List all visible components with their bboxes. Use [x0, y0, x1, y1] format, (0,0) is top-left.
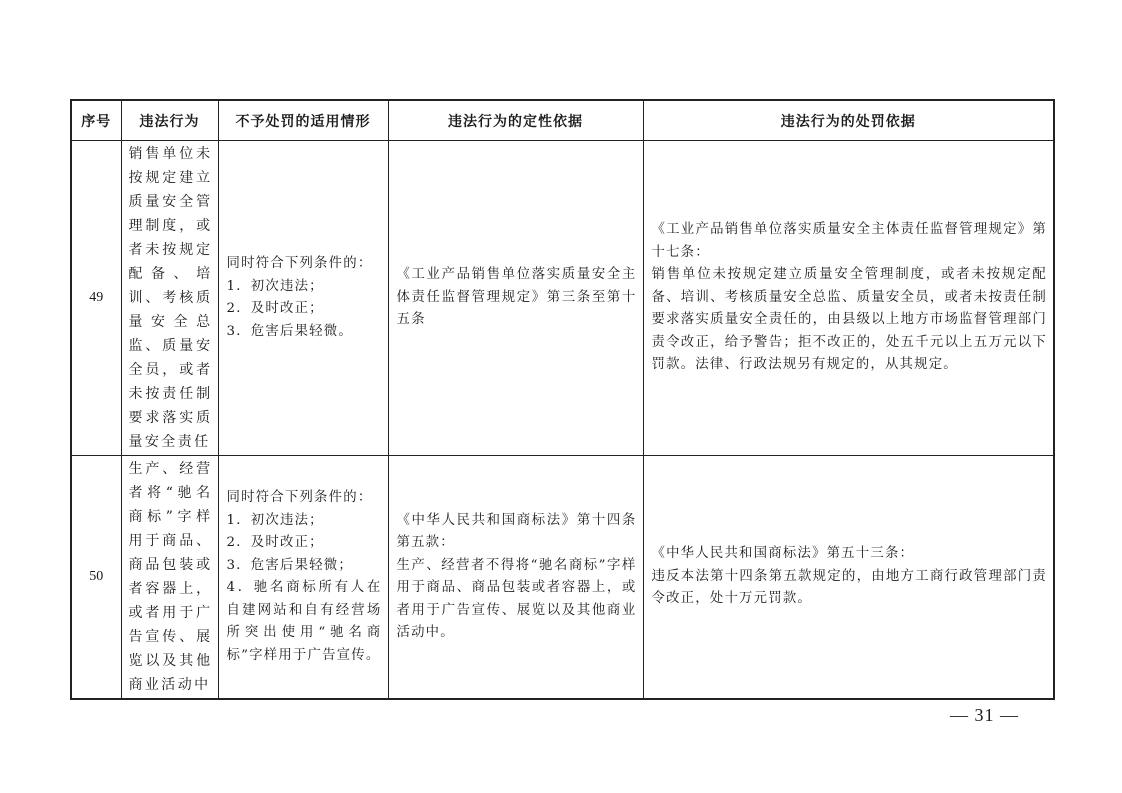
exemption-line: 3．危害后果轻微；	[226, 557, 353, 573]
qualification-basis-cell	[388, 141, 643, 456]
qualification-basis-title: 《中华人民共和国商标法》第十四条第五款：	[396, 512, 637, 550]
exemption-cell	[218, 456, 388, 700]
violation-text: 销售单位未按规定建立质量安全管理制度，或者未按规定配备、培训、考核质量安全总监、质量安全员，或者未按责任制要求落实质量安全责任	[128, 146, 213, 450]
header-exemption: 不予处罚的适用情形	[218, 100, 388, 141]
header-qualification-basis: 违法行为的定性依据	[388, 100, 643, 141]
regulation-table	[70, 99, 1055, 700]
exemption-line: 2．及时改正；	[226, 301, 324, 316]
page-number: — 31 —	[950, 705, 1019, 725]
penalty-basis-cell	[643, 456, 1054, 700]
exemption-line: 同时符合下列条件的：	[226, 256, 373, 271]
penalty-basis-text: 违反本法第十四条第五款规定的，由地方工商行政管理部门责令改正，处十万元罚款。	[651, 568, 1047, 607]
qualification-basis-cell	[388, 456, 643, 700]
violation-cell	[121, 456, 218, 700]
penalty-basis-cell	[643, 141, 1054, 456]
violation-text: 生产、经营者将“驰名商标”字样用于商品、商品包装或者容器上，或者用于广告宣传、展览以及其他商业活动中	[128, 461, 213, 693]
header-row	[71, 100, 1054, 141]
qualification-basis-text: 《工业产品销售单位落实质量安全主体责任监督管理规定》第三条至第十五条	[396, 267, 637, 328]
header-number: 序号	[71, 100, 121, 141]
penalty-basis-title: 《中华人民共和国商标法》第五十三条：	[651, 546, 915, 562]
qualification-basis-text: 生产、经营者不得将“驰名商标”字样用于商品、商品包装或者容器上，或者用于广告宣传、展览以及其他商业活动中。	[396, 557, 637, 640]
exemption-line: 4．驰名商标所有人在自建网站和自有经营场所突出使用“驰名商标”字样用于广告宣传。	[226, 580, 382, 663]
table-row	[71, 456, 1054, 700]
exemption-line: 1．初次违法；	[226, 278, 324, 294]
penalty-basis-text: 销售单位未按规定建立质量安全管理制度，或者未按规定配备、培训、考核质量安全总监、质量安全员，或者未按责任制要求落实质量安全责任的，由县级以上地方市场监督管理部门责令改正，给予警告；拒不改正的，处五千元以上五万元以下罚款。法律、行政法规另有规定的，从其规定。	[651, 267, 1047, 373]
exemption-cell	[218, 141, 388, 456]
header-penalty-basis: 违法行为的处罚依据	[643, 100, 1054, 141]
table-row	[71, 141, 1054, 456]
exemption-line: 2．及时改正；	[226, 535, 324, 550]
penalty-basis-title: 《工业产品销售单位落实质量安全主体责任监督管理规定》第十七条：	[651, 222, 1047, 260]
exemption-line: 3．危害后果轻微。	[226, 323, 353, 339]
exemption-line: 同时符合下列条件的：	[226, 490, 373, 505]
row-number: 50	[71, 456, 121, 700]
row-number: 49	[71, 141, 121, 456]
violation-cell	[121, 141, 218, 456]
exemption-line: 1．初次违法；	[226, 512, 324, 528]
header-violation: 违法行为	[121, 100, 218, 141]
